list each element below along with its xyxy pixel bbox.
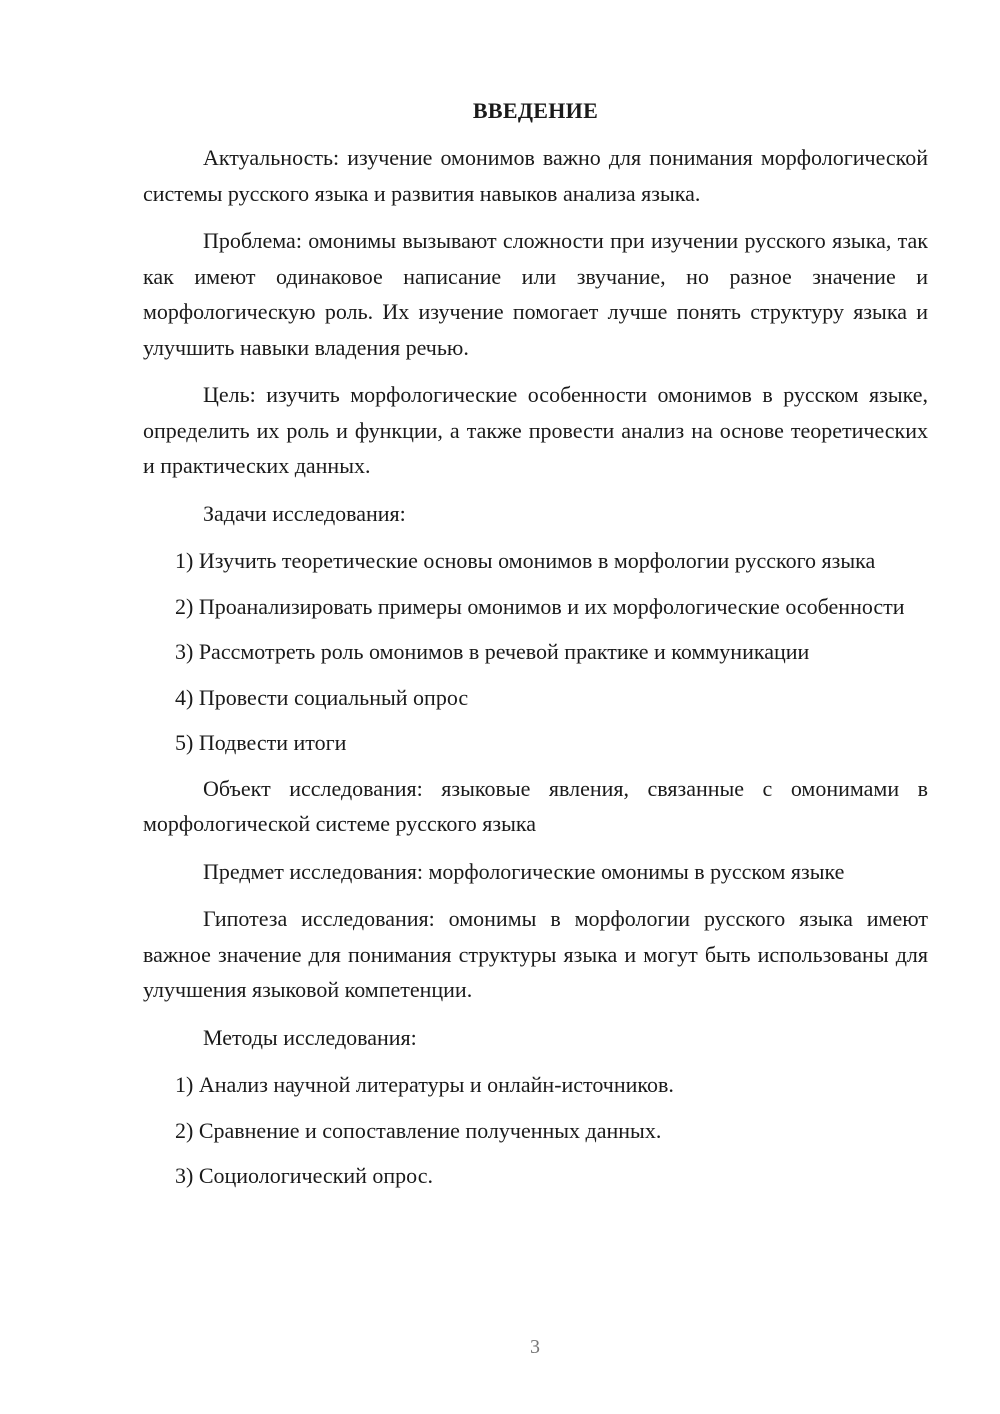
method-item-2: 2) Сравнение и сопоставление полученных данных. [175,1117,662,1143]
paragraph-object: Объект исследования: языковые явления, связанные с омонимами в морфологической системе русского языка [143,775,928,836]
task-item-3: 3) Рассмотреть роль омонимов в речевой практике и коммуникации [175,639,810,664]
paragraph-problem: Проблема: омонимы вызывают сложности при изучении русского языка, так как имеют одинаковое написание или звучание, но разное значение и морфологическую роль. Их изучение помогает лучше понять структуру языка и улучшить навыки владения речью. [143,228,928,360]
paragraph-hypothesis: Гипотеза исследования: омонимы в морфологии русского языка имеют важное значение для понимания структуры языка и могут быть использованы для улучшения языковой компетенции. [143,906,928,1002]
task-item-4: 4) Провести социальный опрос [175,684,469,710]
page-number: 3 [530,1336,540,1358]
task-item-1: 1) Изучить теоретические основы омонимов в морфологии русского языка [175,548,876,573]
paragraph-goal: Цель: изучить морфологические особенности омонимов в русском языке, определить их роль и функции, а также провести анализ на основе теоретических и практических данных. [143,382,928,478]
paragraph-subject: Предмет исследования: морфологические омонимы в русском языке [203,858,845,884]
task-item-5: 5) Подвести итоги [175,730,347,755]
methods-heading: Методы исследования: [203,1024,417,1050]
paragraph-relevance: Актуальность: изучение омонимов важно для понимания морфологической системы русского языка и развития навыков анализа языка. [143,145,928,206]
task-item-2: 2) Проанализировать примеры омонимов и их морфологические особенности [175,593,905,619]
method-item-1: 1) Анализ научной литературы и онлайн-источников. [175,1072,674,1097]
section-title: ВВЕДЕНИЕ [472,98,599,123]
page-content [143,96,928,1204]
tasks-heading: Задачи исследования: [203,500,406,526]
method-item-3: 3) Социологический опрос. [175,1163,433,1188]
